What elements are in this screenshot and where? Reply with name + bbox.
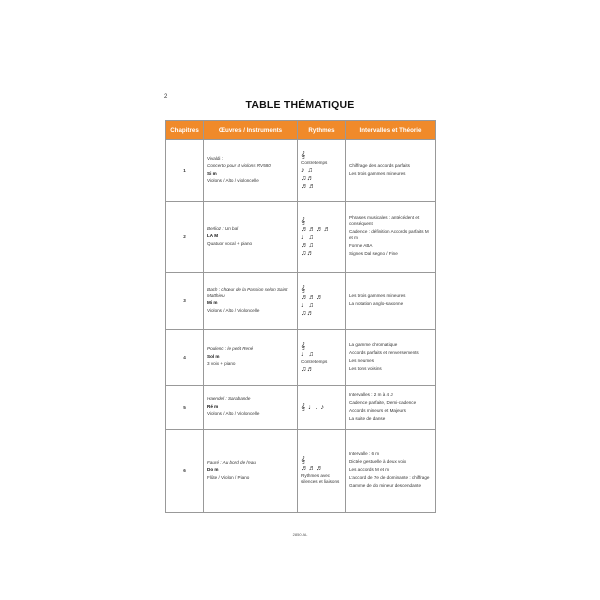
page-number: 2 [164, 94, 168, 100]
work-cell [204, 202, 298, 273]
theory-cell [346, 273, 436, 330]
rhythm-notation-icon: ♫♬ [301, 365, 315, 373]
theory-item: Les accords M et m [349, 467, 390, 472]
work-key: LA M [207, 233, 219, 239]
chapter-number: 1 [166, 140, 204, 202]
work-key: Sol m [207, 353, 220, 359]
rhythm-notation-icon: ♬♬♬♬ [301, 225, 331, 233]
work-line: Violons / Alto / violoncelle [207, 178, 259, 183]
rhythm-cell [298, 386, 346, 430]
footer-code: 2850 AL [292, 532, 308, 537]
rhythm-notation-icon: ♬♬♬ [301, 465, 324, 472]
work-line: Fauré : Au bord de l'eau [207, 459, 256, 465]
chapter-number: 2 [166, 202, 204, 273]
table-row [166, 202, 436, 273]
work-line: Vivaldi : [207, 155, 224, 161]
work-line: Violons / Alto / Violoncelle [207, 307, 260, 313]
rhythm-notation-icon: ♪ ♫ [301, 166, 314, 174]
work-line: 3 voix + piano [207, 361, 236, 367]
work-key: Mi m [207, 300, 218, 306]
rhythm-cell [298, 330, 346, 386]
chapter-number: 6 [166, 430, 204, 513]
chapter-number: 3 [166, 273, 204, 330]
work-line: Quatuor vocal + piano [207, 240, 253, 246]
work-line: Berlioz : Un bal [207, 225, 239, 231]
rhythm-notation-icon: 𝄞 [301, 342, 306, 350]
header-rythmes: Rythmes [298, 121, 346, 140]
work-line: Bach : chœur de la Passion selon Saint Matthieu [207, 286, 288, 298]
table-row [166, 330, 436, 386]
rhythm-notation-icon: ♩♫ [301, 301, 315, 309]
table-row [166, 430, 436, 513]
table-row [166, 140, 436, 202]
work-cell [204, 140, 298, 202]
theory-item: Signes Dal segno / Fine [349, 251, 398, 256]
table-row [166, 273, 436, 330]
theory-cell [346, 140, 436, 202]
theory-item: Intervalles : 2 m à 4 J [349, 391, 393, 397]
chapter-number: 5 [166, 386, 204, 430]
theory-item: La notation anglo-saxonne [349, 301, 404, 306]
work-line: Flûte / Violon / Piano [207, 474, 250, 480]
theory-cell [346, 430, 436, 513]
work-cell [204, 273, 298, 330]
theory-item: Chiffrage des accords parfaits [349, 162, 410, 168]
rhythm-notation-icon: 𝄞 [301, 285, 306, 293]
theory-cell [346, 330, 436, 386]
theory-item: La suite de danse [349, 415, 386, 421]
header-oeuvres: Œuvres / Instruments [204, 121, 298, 140]
rhythm-notation-icon: ♬♬ [301, 182, 316, 190]
rhythm-notation-icon: 𝄞 [301, 151, 306, 159]
theory-item: La gamme chromatique [349, 341, 398, 347]
theory-item: Cadence parfaite, Demi-cadence [349, 399, 417, 405]
rhythm-notation-icon: ♫♬ [301, 249, 315, 257]
table-body [166, 140, 436, 513]
rhythm-cell [298, 273, 346, 330]
rhythm-label: Contretemps [301, 159, 328, 165]
rhythm-notation-icon: ♩♫ [301, 233, 315, 241]
rhythm-notation-icon: ♩♫ [301, 350, 315, 358]
rhythm-cell [298, 202, 346, 273]
work-cell [204, 430, 298, 513]
work-line: Concerto pour 4 violons RV580 [207, 163, 271, 168]
work-key: Ré m [207, 403, 219, 409]
table-row [166, 386, 436, 430]
theory-item: Gamme de do mineur descendante [349, 483, 422, 488]
rhythm-notation-icon: 𝄞 [301, 457, 306, 464]
theory-item: Les trois gammes mineures [349, 293, 406, 298]
theory-item: L'accord de 7e de dominante : chiffrage [349, 475, 430, 480]
theory-item: Les trois gammes mineures [349, 170, 406, 176]
work-key: Si m [207, 170, 217, 176]
theory-item: Les tons voisins [349, 365, 382, 371]
rhythm-notation-icon: ♬♬♬ [301, 293, 324, 301]
thematic-table [165, 120, 436, 513]
theory-item: Cadence : définition Accords parfaits M et m [349, 229, 429, 240]
theory-item: Dictée gestuelle à deux voix [349, 459, 407, 464]
table-header-row [166, 121, 436, 140]
theory-cell [346, 202, 436, 273]
rhythm-label: Rythmes avec silences et liaisons [301, 473, 340, 484]
theory-item: Les neumes [349, 357, 375, 363]
theory-item: Accords mineurs et Majeurs [349, 407, 406, 413]
theory-item: Accords parfaits et renversements [349, 349, 419, 355]
work-cell [204, 330, 298, 386]
theory-cell [346, 386, 436, 430]
rhythm-label: Contretemps [301, 358, 328, 364]
page-title: TABLE THÉMATIQUE [245, 99, 355, 111]
theory-item: Intervalle : 6 m [349, 451, 380, 456]
work-line: Poulenc : le petit René [207, 346, 254, 352]
work-line: Violons / Alto / Violoncelle [207, 411, 260, 417]
work-key: Do m [207, 467, 219, 473]
chapter-number: 4 [166, 330, 204, 386]
rhythm-notation-icon: ♬♫ [301, 241, 315, 249]
rhythm-cell [298, 430, 346, 513]
theory-item: Phrases musicales : antécédent et conséquent [349, 215, 420, 226]
rhythm-notation-icon: ♫♬ [301, 174, 315, 182]
header-theorie: Intervalles et Théorie [346, 121, 436, 140]
rhythm-notation-icon: 𝄞 [301, 217, 306, 225]
rhythm-notation-icon: ♫♬ [301, 309, 315, 317]
header-chapitres: Chapitres [166, 121, 204, 140]
work-line: Haendel : Sarabande [207, 396, 251, 402]
rhythm-cell [298, 140, 346, 202]
work-cell [204, 386, 298, 430]
rhythm-notation-icon: 𝄞 ♩. ♪ [301, 404, 325, 411]
theory-item: Forme ABA [349, 243, 373, 248]
